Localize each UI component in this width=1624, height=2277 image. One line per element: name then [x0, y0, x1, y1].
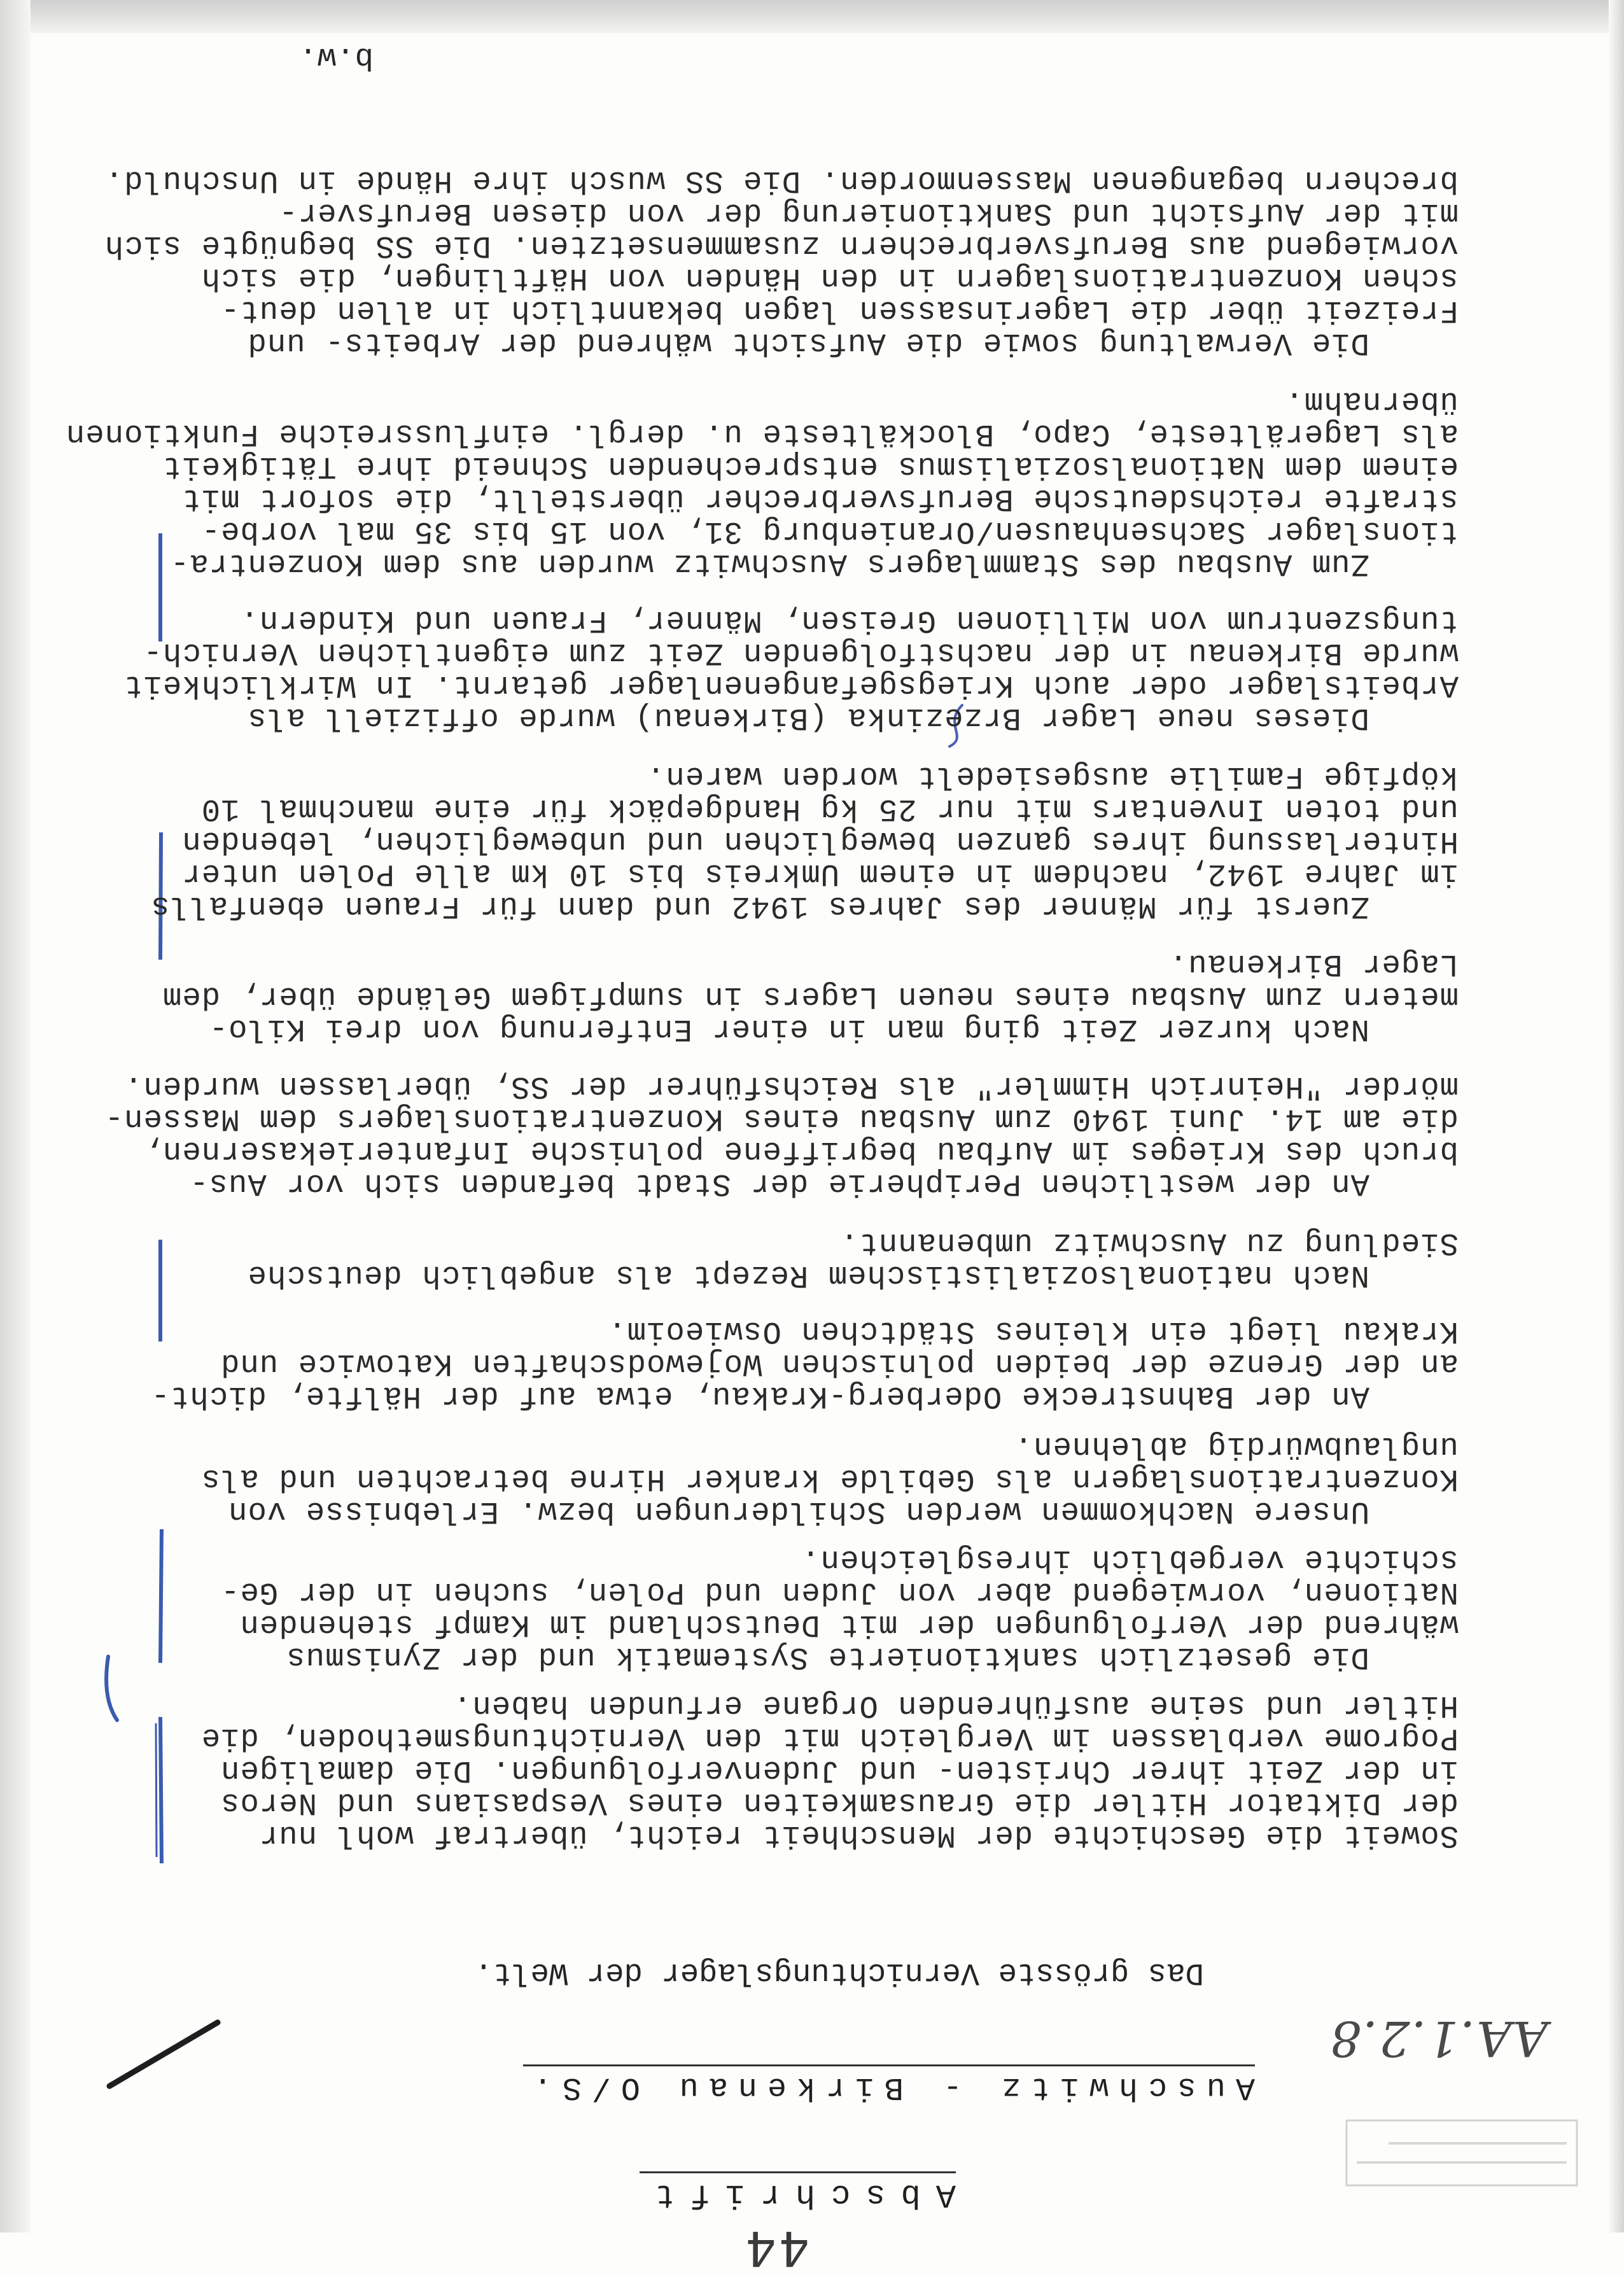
text-line: Hitler und seine ausführenden Organe erfunden haben. — [452, 1688, 1459, 1723]
text-line: Nationen, vorwiegend aber von Juden und Polen, suchen in der Ge- — [220, 1574, 1459, 1610]
text-line: als Lagerälteste, Capo, Blockälteste u. dergl. einflussreiche Funktionen — [65, 416, 1459, 452]
text-line: im Jahre 1942, nachdem in einem Umkreis bis 10 km alle Polen unter — [181, 856, 1459, 892]
text-line: die am 14. Juni 1940 zum Ausbau eines Konzentrationslagers dem Massen- — [104, 1101, 1459, 1137]
text-line: Zum Ausbau des Stammlagers Auschwitz wurden aus dem Konzentra- — [169, 546, 1369, 582]
text-line: der Diktator Hitler die Grausamkeiten eines Vespasians und Neros — [220, 1785, 1459, 1821]
text-line: an der Grenze der beiden polnischen Wojewodschaften Katowice und — [220, 1346, 1459, 1382]
text-line: während der Verfolgungen der mit Deutschland im Kampf stehenden — [239, 1607, 1459, 1643]
text-line: in der Zeit ihrer Christen- und Judenverfolgungen. Die damaligen — [220, 1753, 1459, 1788]
text-line: vorwiegend aus Berufsverbrechern zusammensetzten. Die SS begnügte sich — [104, 228, 1459, 263]
margin-mark — [154, 1240, 167, 1342]
text-line: brechern begangenen Massenmorden. Die SS wusch ihre Hände in Unschuld. — [104, 163, 1459, 199]
text-line: mörder "Heinrich Himmler" als Reichsführer der SS, überlassen wurden. — [123, 1068, 1459, 1104]
margin-mark — [154, 1529, 167, 1663]
text-line: wurde Birkenau in der nachstfolgenden Zeit zum eigentlichen Vernich- — [143, 635, 1459, 671]
text-line: Hinterlassung ihres ganzen beweglichen und unbeweglichen, lebenden — [181, 823, 1459, 859]
text-line: köpfige Familie ausgesiedelt worden waren. — [645, 759, 1459, 794]
text-line: schen Konzentrationslagern in den Händen von Häftlingen, die sich — [200, 260, 1459, 296]
text-line: Nach nationalsozialistischem Rezept als angeblich deutsche — [247, 1258, 1369, 1293]
text-line: Zuerst für Männer des Jahres 1942 und dann für Frauen ebenfalls — [150, 888, 1369, 924]
text-line: Nach kurzer Zeit ging man in einer Entfernung von drei Kilo- — [208, 1011, 1369, 1047]
text-line: Die Verwaltung sowie die Aufsicht während der Arbeits- und — [247, 325, 1369, 361]
text-line: Siedlung zu Auschwitz umbenannt. — [839, 1225, 1459, 1261]
archive-stamp-icon — [1344, 2118, 1579, 2188]
text-line: einem dem Nationalsozialismus entsprechenden Schneid ihre Tätigkeit — [162, 449, 1459, 484]
text-line: strafte reichsdeutsche Berufsverbrecher überstellt, die sofort mit — [181, 481, 1459, 517]
text-line: Die gesetzlich sanktionierte Systematik und der Zynismus — [286, 1639, 1369, 1675]
text-line: An der Bahnstrecke Oderberg-Krakau, etwa auf der Hälfte, dicht- — [150, 1378, 1369, 1414]
text-line: bruch des Krieges im Aufbau begriffene polnische Infanteriekasernen, — [143, 1133, 1459, 1169]
text-line: Soweit die Geschichte der Menschheit reicht, übertraf wohl nur — [258, 1818, 1459, 1853]
text-line: Krakau liegt ein kleines Städtchen Oswieoim. — [607, 1314, 1459, 1349]
text-line: An der westlichen Peripherie der Stadt befanden sich vor Aus- — [189, 1166, 1369, 1202]
text-line: Unsere Nachkommen werden Schilderungen bezw. Erlebnisse von — [228, 1494, 1369, 1529]
text-line: Lager Birkenau. — [1168, 946, 1459, 982]
continued-marker: b.w. — [298, 39, 374, 75]
text-line: tionslager Sachsenhausen/Oranienburg 31, von 15 bis 35 mal vorbe- — [200, 514, 1459, 549]
handwritten-reference: AA.1.2.8 — [1329, 2010, 1548, 2067]
text-line: übernahm. — [1284, 384, 1459, 419]
text-line: Pogrome verblassen im Vergleich mit den Vernichtungsmethoden, die — [200, 1720, 1459, 1756]
text-line: metern zum Ausbau eines neuen Lagers in sumpfigem Gelände über, dem — [162, 979, 1459, 1014]
margin-mark — [154, 533, 167, 641]
text-line: tungszentrum von Millionen Greisen, Männer, Frauen und Kindern. — [239, 603, 1459, 638]
page-number: 44 — [743, 2220, 809, 2277]
bracket-mark-icon — [98, 1653, 123, 1723]
text-line: schichte vergeblich ihresgleichen. — [801, 1542, 1459, 1578]
text-line: Arbeitslager oder auch Kriegsgefangenenlager getarnt. In Wirklichkeit — [123, 668, 1459, 703]
text-line: unglaubwürdig ablehnen. — [1013, 1429, 1459, 1464]
document-heading: Auschwitz - Birkenau O/S. — [523, 2064, 1255, 2105]
text-line: und toten Inventars mit nur 25 kg Handgepäck für eine manchmal 10 — [200, 791, 1459, 827]
text-line: mit der Aufsicht und Sanktionierung der von diesen Berufsver- — [278, 195, 1459, 231]
margin-mark — [154, 1717, 167, 1863]
text-line: Konzentrationslagern als Gebilde kranker Hirne betrachten und als — [200, 1461, 1459, 1497]
document-subtitle: Das grösste Vernichtungslager der Welt. — [474, 1955, 1204, 1991]
document-title: Abschrift — [640, 2171, 956, 2213]
text-line: Freizeit über die Lagerinsassen lagen bekanntlich in allen deut- — [220, 293, 1459, 328]
text-line: Dieses neue Lager Brzezinka (Birkenau) wurde offiziell als — [247, 700, 1369, 736]
pencil-mark-icon — [103, 2016, 224, 2092]
